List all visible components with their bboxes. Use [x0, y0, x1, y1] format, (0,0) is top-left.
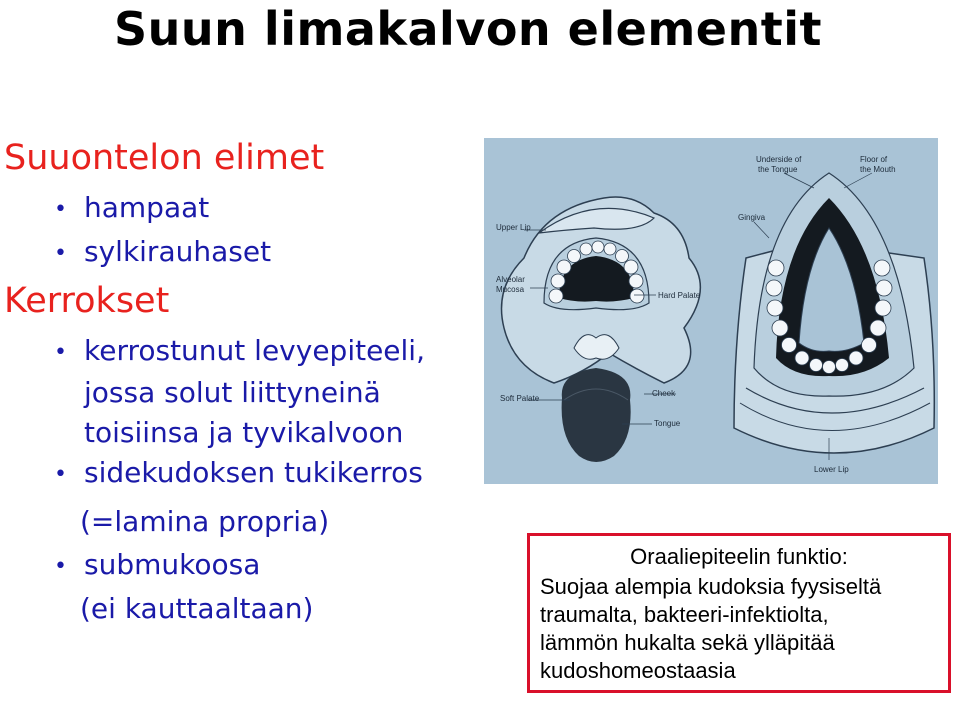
soft-palate	[574, 335, 619, 360]
oral-cavity-illustration	[484, 138, 938, 484]
list-item: submukoosa	[84, 548, 261, 581]
list-item: sidekudoksen tukikerros	[84, 456, 423, 489]
list-item: sylkirauhaset	[84, 235, 272, 268]
label-underside-1: Underside of	[756, 155, 802, 164]
info-box-title: Oraaliepiteelin funktio:	[630, 544, 848, 569]
oral-cavity-drawing	[484, 138, 938, 484]
tongue-shape	[562, 368, 631, 462]
label-cheek: Cheek	[652, 389, 676, 398]
list-item-continuation: (=lamina propria)	[80, 505, 330, 538]
label-tongue: Tongue	[654, 419, 681, 428]
slide-title: Suun limakalvon elementit	[114, 2, 822, 56]
list-item: kerrostunut levyepiteeli,	[84, 334, 425, 367]
label-gingiva: Gingiva	[738, 213, 766, 222]
info-box-line: Suojaa alempia kudoksia fyysiseltä	[540, 574, 882, 599]
list-item-continuation: (ei kauttaaltaan)	[80, 592, 314, 625]
list-item: hampaat	[84, 191, 210, 224]
info-box-line: lämmön hukalta sekä ylläpitää	[540, 630, 835, 655]
list-item-continuation: jossa solut liittyneinä	[84, 376, 381, 409]
label-alveolar: Alveolar	[496, 275, 525, 284]
info-box	[527, 533, 951, 693]
heading-layers: Kerrokset	[4, 281, 170, 321]
label-lower-lip: Lower Lip	[814, 465, 849, 474]
label-underside-2: the Tongue	[758, 165, 798, 174]
label-mucosa: Mucosa	[496, 285, 525, 294]
label-hard-palate: Hard Palate	[658, 291, 701, 300]
bullet-icon: •	[54, 241, 67, 266]
label-soft-palate: Soft Palate	[500, 394, 540, 403]
bullet-icon: •	[54, 554, 67, 579]
label-floor-2: the Mouth	[860, 165, 896, 174]
heading-oral-organs: Suuontelon elimet	[4, 138, 325, 178]
list-item-continuation: toisiinsa ja tyvikalvoon	[84, 416, 404, 449]
label-floor-1: Floor of	[860, 155, 888, 164]
info-box-line: kudoshomeostaasia	[540, 658, 736, 683]
bullet-icon: •	[54, 197, 67, 222]
label-upper-lip: Upper Lip	[496, 223, 531, 232]
bullet-icon: •	[54, 462, 67, 487]
info-box-line: traumalta, bakteeri-infektiolta,	[540, 602, 829, 627]
bullet-icon: •	[54, 340, 67, 365]
